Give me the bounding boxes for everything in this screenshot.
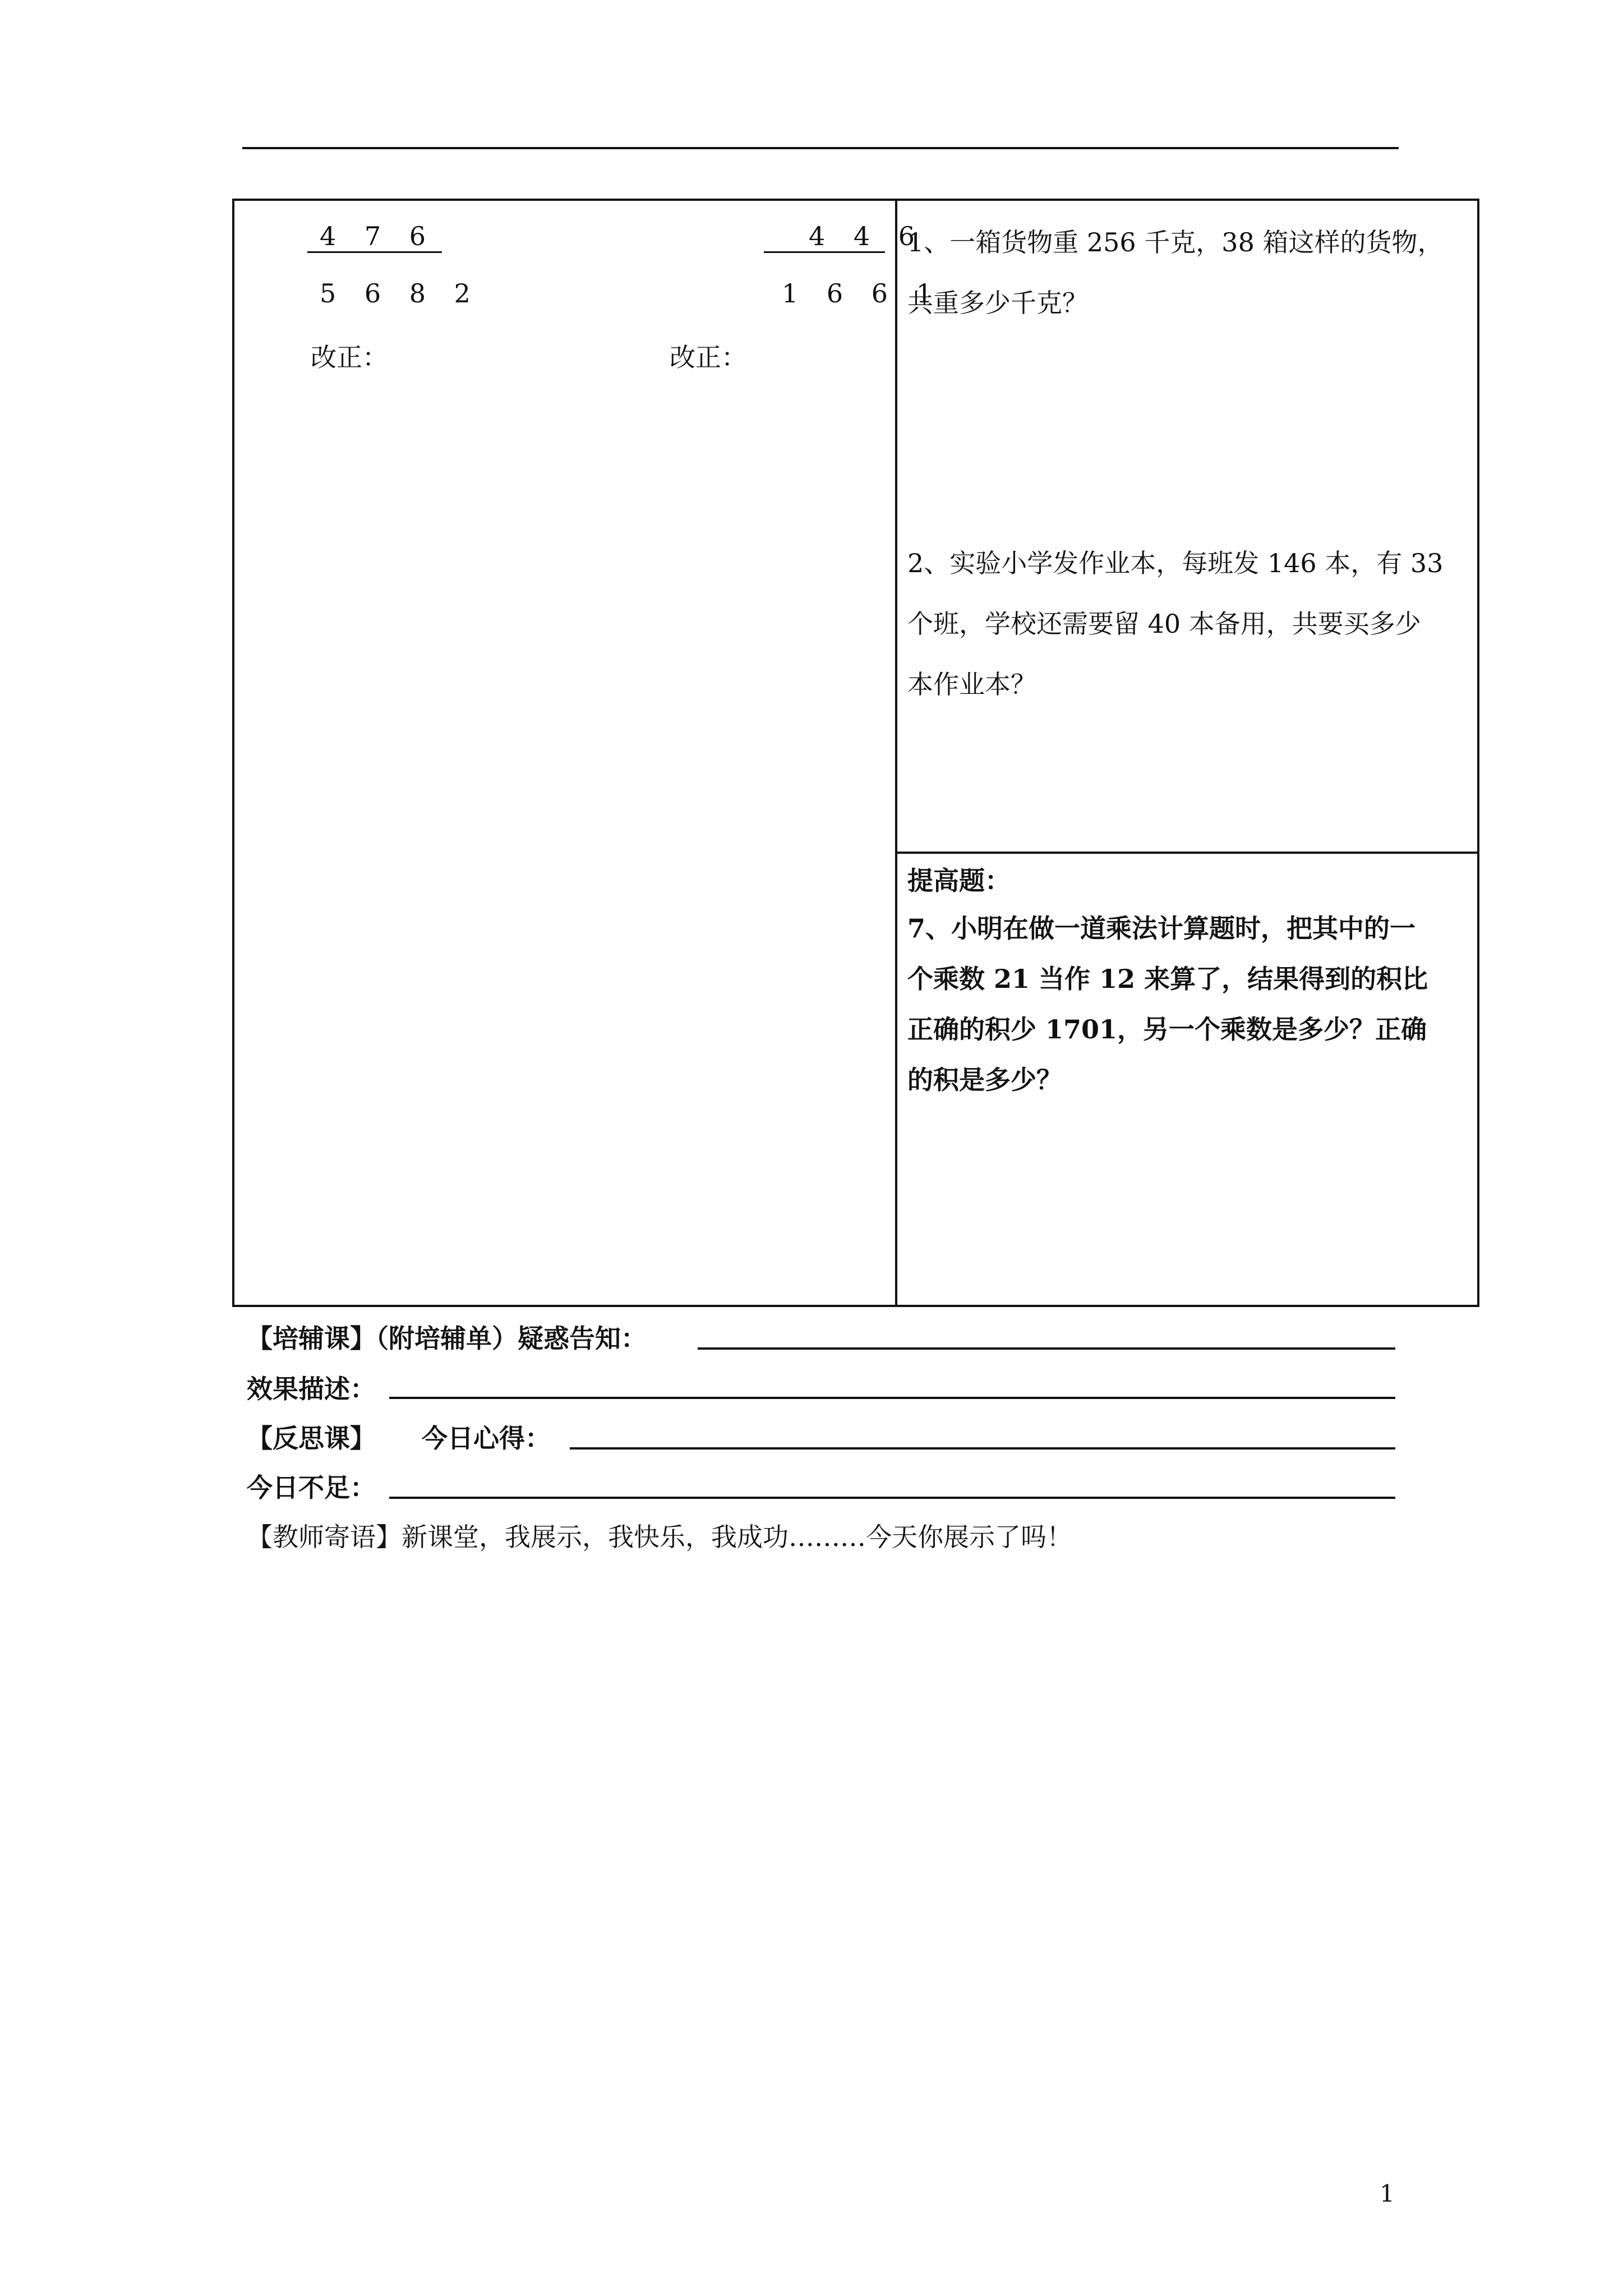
question-2 (907, 533, 1443, 715)
problem-b-top-digits: 4 4 6 (809, 221, 925, 251)
problem-a-top-digits: 4 7 6 (320, 221, 436, 251)
page-number: 1 (1380, 2180, 1395, 2207)
teacher-message (247, 1517, 1072, 1554)
question-2-line-2: 个班，学校还需要留 40 本备用，共要买多少 (907, 609, 1421, 639)
header-rule (242, 147, 1399, 149)
column-divider (895, 201, 897, 1305)
advanced-question (907, 858, 1428, 1105)
tutoring-label: 【培辅课】（附培辅单）疑惑告知： (247, 1323, 647, 1354)
problem-b-correction-label: 改正： (670, 342, 747, 372)
tutoring-blank (698, 1347, 1395, 1350)
problem-b-line (764, 251, 885, 253)
problem-a-correction-label: 改正： (311, 342, 388, 372)
question-2-line-1: 2、实验小学发作业本，每班发 146 本，有 33 (907, 548, 1444, 578)
shortcoming-blank (389, 1497, 1395, 1499)
advanced-line-2: 个乘数 21 当作 12 来算了，结果得到的积比 (907, 964, 1428, 994)
question-2-line-3: 本作业本？ (907, 669, 1036, 700)
reflection-label: 今日心得： (422, 1423, 551, 1453)
effect-label: 效果描述： (247, 1374, 376, 1404)
teacher-tag: 【教师寄语】 (247, 1522, 402, 1552)
reflection-blank (570, 1447, 1395, 1450)
effect-blank (389, 1397, 1395, 1399)
worksheet-table (232, 199, 1479, 1307)
question-1 (907, 212, 1443, 333)
advanced-line-1: 7、小明在做一道乘法计算题时，把其中的一 (907, 913, 1416, 944)
teacher-message-text: 新课堂，我展示，我快乐，我成功………今天你展示了吗！ (402, 1522, 1072, 1552)
advanced-heading: 提高题： (907, 866, 1011, 896)
advanced-line-3: 正确的积少 1701，另一个乘数是多少？正确 (907, 1014, 1427, 1045)
problem-b-bottom-digits: 1 6 6 1 (782, 278, 943, 309)
problem-a-line (307, 251, 442, 253)
question-1-line-1: 1、一箱货物重 256 千克，38 箱这样的货物， (907, 227, 1444, 257)
row-divider (896, 852, 1477, 854)
reflection-tag: 【反思课】 (247, 1423, 376, 1453)
problem-a-bottom-digits: 5 6 8 2 (320, 278, 481, 309)
advanced-line-4: 的积是多少？ (907, 1065, 1062, 1095)
question-1-line-2: 共重多少千克？ (907, 288, 1088, 318)
shortcoming-label: 今日不足： (247, 1473, 376, 1503)
